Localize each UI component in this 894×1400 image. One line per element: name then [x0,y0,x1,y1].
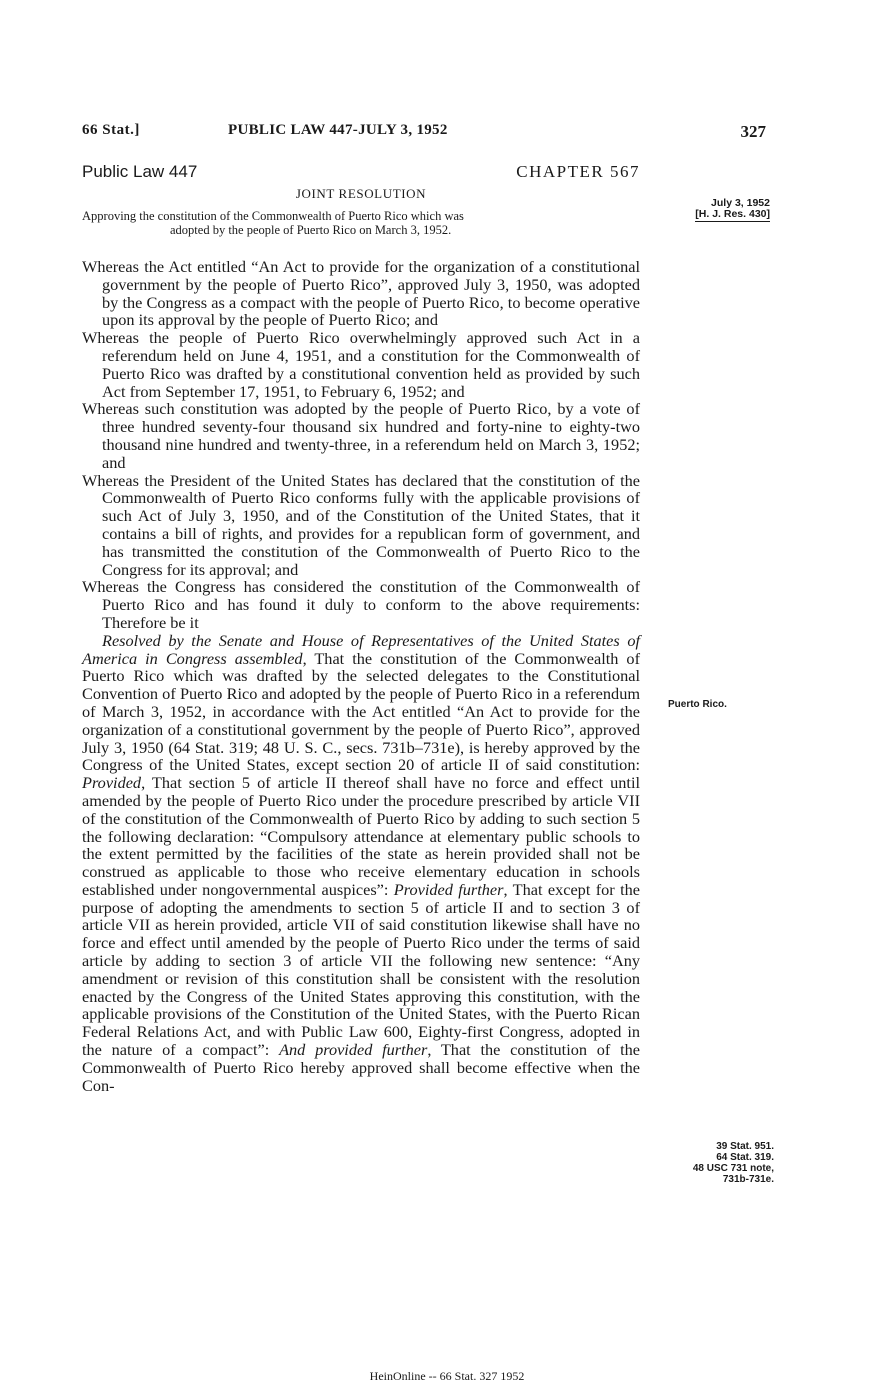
resolved-text-1: , That the constitution of the Commonwealth of Puerto Rico which was drafted by the selected delegates to the Constitutional Convention of Puerto Rico and adopted by the people of Puerto Rico in a referendum of March 3, 1952, in accordance with the Act entitled “An Act to provide for the organization of a constitutional government by the people of Puerto Rico”, approved July 3, 1950 (64 Stat. 319; 48 U. S. C., secs. 731b–731e), is hereby approved by the Congress of the United States, except section 20 of article II of said constitution: [82,648,640,775]
margin-note-citations [652,1141,774,1185]
whereas-clause: Whereas the people of Puerto Rico overwhelmingly approved such Act in a referendum held on June 4, 1951, and a constitution for the Commonwealth of Puerto Rico was drafted by a constitutional convention held as provided by such Act from September 17, 1951, to February 6, 1952; and [82,328,640,401]
resolution-title [82,209,640,237]
joint-resolution-heading: JOINT RESOLUTION [295,186,427,201]
chapter-number: CHAPTER 567 [516,162,640,181]
margin-note-puerto-rico: Puerto Rico. [668,699,727,710]
title-line-2: adopted by the people of Puerto Rico on March 3, 1952. [170,223,452,237]
page-footer: HeinOnline -- 66 Stat. 327 1952 [369,1369,525,1383]
resolved-text-2: , That section 5 of article II thereof shall have no force and effect until amended by the people of Puerto Rico under the procedure prescribed by article VII of the constitution of the Commonwealth of Puerto Rico by adding to such section 5 the following declaration: “Compulsory attendance at elementary public schools to the extent permitted by the facilities of the state as herein provided shall not be construed as applicable to those who receive elementary education in schools established under nongovernmental auspices”: [82,773,640,899]
citation: 39 Stat. 951. [716,1141,774,1152]
resolution-body [82,258,640,1094]
whereas-clause: Whereas such constitution was adopted by the people of Puerto Rico, by a vote of three hundred seventy-four thousand six hundred and forty-nine to eighty-two thousand nine hundred and twenty-three, in a referendum held on March 3, 1952; and [82,399,640,472]
whereas-clause: Whereas the President of the United States has declared that the constitution of the Commonwealth of Puerto Rico conforms fully with the applicable provisions of such Act of July 3, 1950, and of the Constitution of the United States, that it contains a bill of rights, and provides for a republican form of government, and has transmitted the constitution of the Commonwealth of Puerto Rico to the Congress for its approval; and [82,470,640,579]
enactment-date: July 3, 1952 [711,197,770,209]
running-head [82,122,766,144]
resolved-text-4: , That the constitution of the Commonwealth of Puerto Rico hereby approved shall become effective when the Con- [82,1040,640,1095]
proviso-3: And provided further [279,1040,428,1060]
public-law-number: Public Law 447 [82,162,198,181]
citation: 64 Stat. 319. [716,1152,774,1163]
proviso-1: Provided [82,773,142,793]
whereas-clause: Whereas the Act entitled “An Act to provide for the organization of a constitutional government by the people of Puerto Rico”, approved July 3, 1950, was adopted by the Congress as a compact with the people of Puerto Rico, to become operative upon its approval by the people of Puerto Rico; and [82,257,640,330]
title-line-1: Approving the constitution of the Commonwealth of Puerto Rico which was [82,209,464,223]
resolved-text-3: , That except for the purpose of adopting the amendments to section 5 of article II and to section 3 of article VII as herein provided, article VII of said constitution likewise shall have no force and effect until amended by the people of Puerto Rico under the terms of said article by adding to section 3 of article VII the following new sentence: “Any amendment or revision of this constitution shall be consistent with the resolution enacted by the Congress of the United States approving this constitution, with the applicable provisions of the Constitution of the United States, with the Puerto Rican Federal Relations Act, and with Public Law 600, Eighty-first Congress, adopted in the nature of a compact”: [82,879,640,1060]
running-title: PUBLIC LAW 447-JULY 3, 1952 [228,122,448,138]
proviso-2: Provided further [393,879,504,899]
bill-reference: [H. J. Res. 430] [695,208,770,220]
citation: 48 USC 731 note, [692,1163,774,1174]
enacting-clause: Resolved by the Senate and House of Representatives of the United States of America in Congress assembled [82,630,640,668]
date-margin-note [648,198,770,222]
page-number: 327 [740,122,766,141]
whereas-clause: Whereas the Congress has considered the constitution of the Commonwealth of Puerto Rico and has found it duly to conform to the above requirements: Therefore be it [82,577,640,632]
resolved-clause [82,632,640,1095]
citation: 731b-731e. [722,1174,774,1185]
law-line [82,162,640,186]
volume-label: 66 Stat.] [82,122,140,138]
